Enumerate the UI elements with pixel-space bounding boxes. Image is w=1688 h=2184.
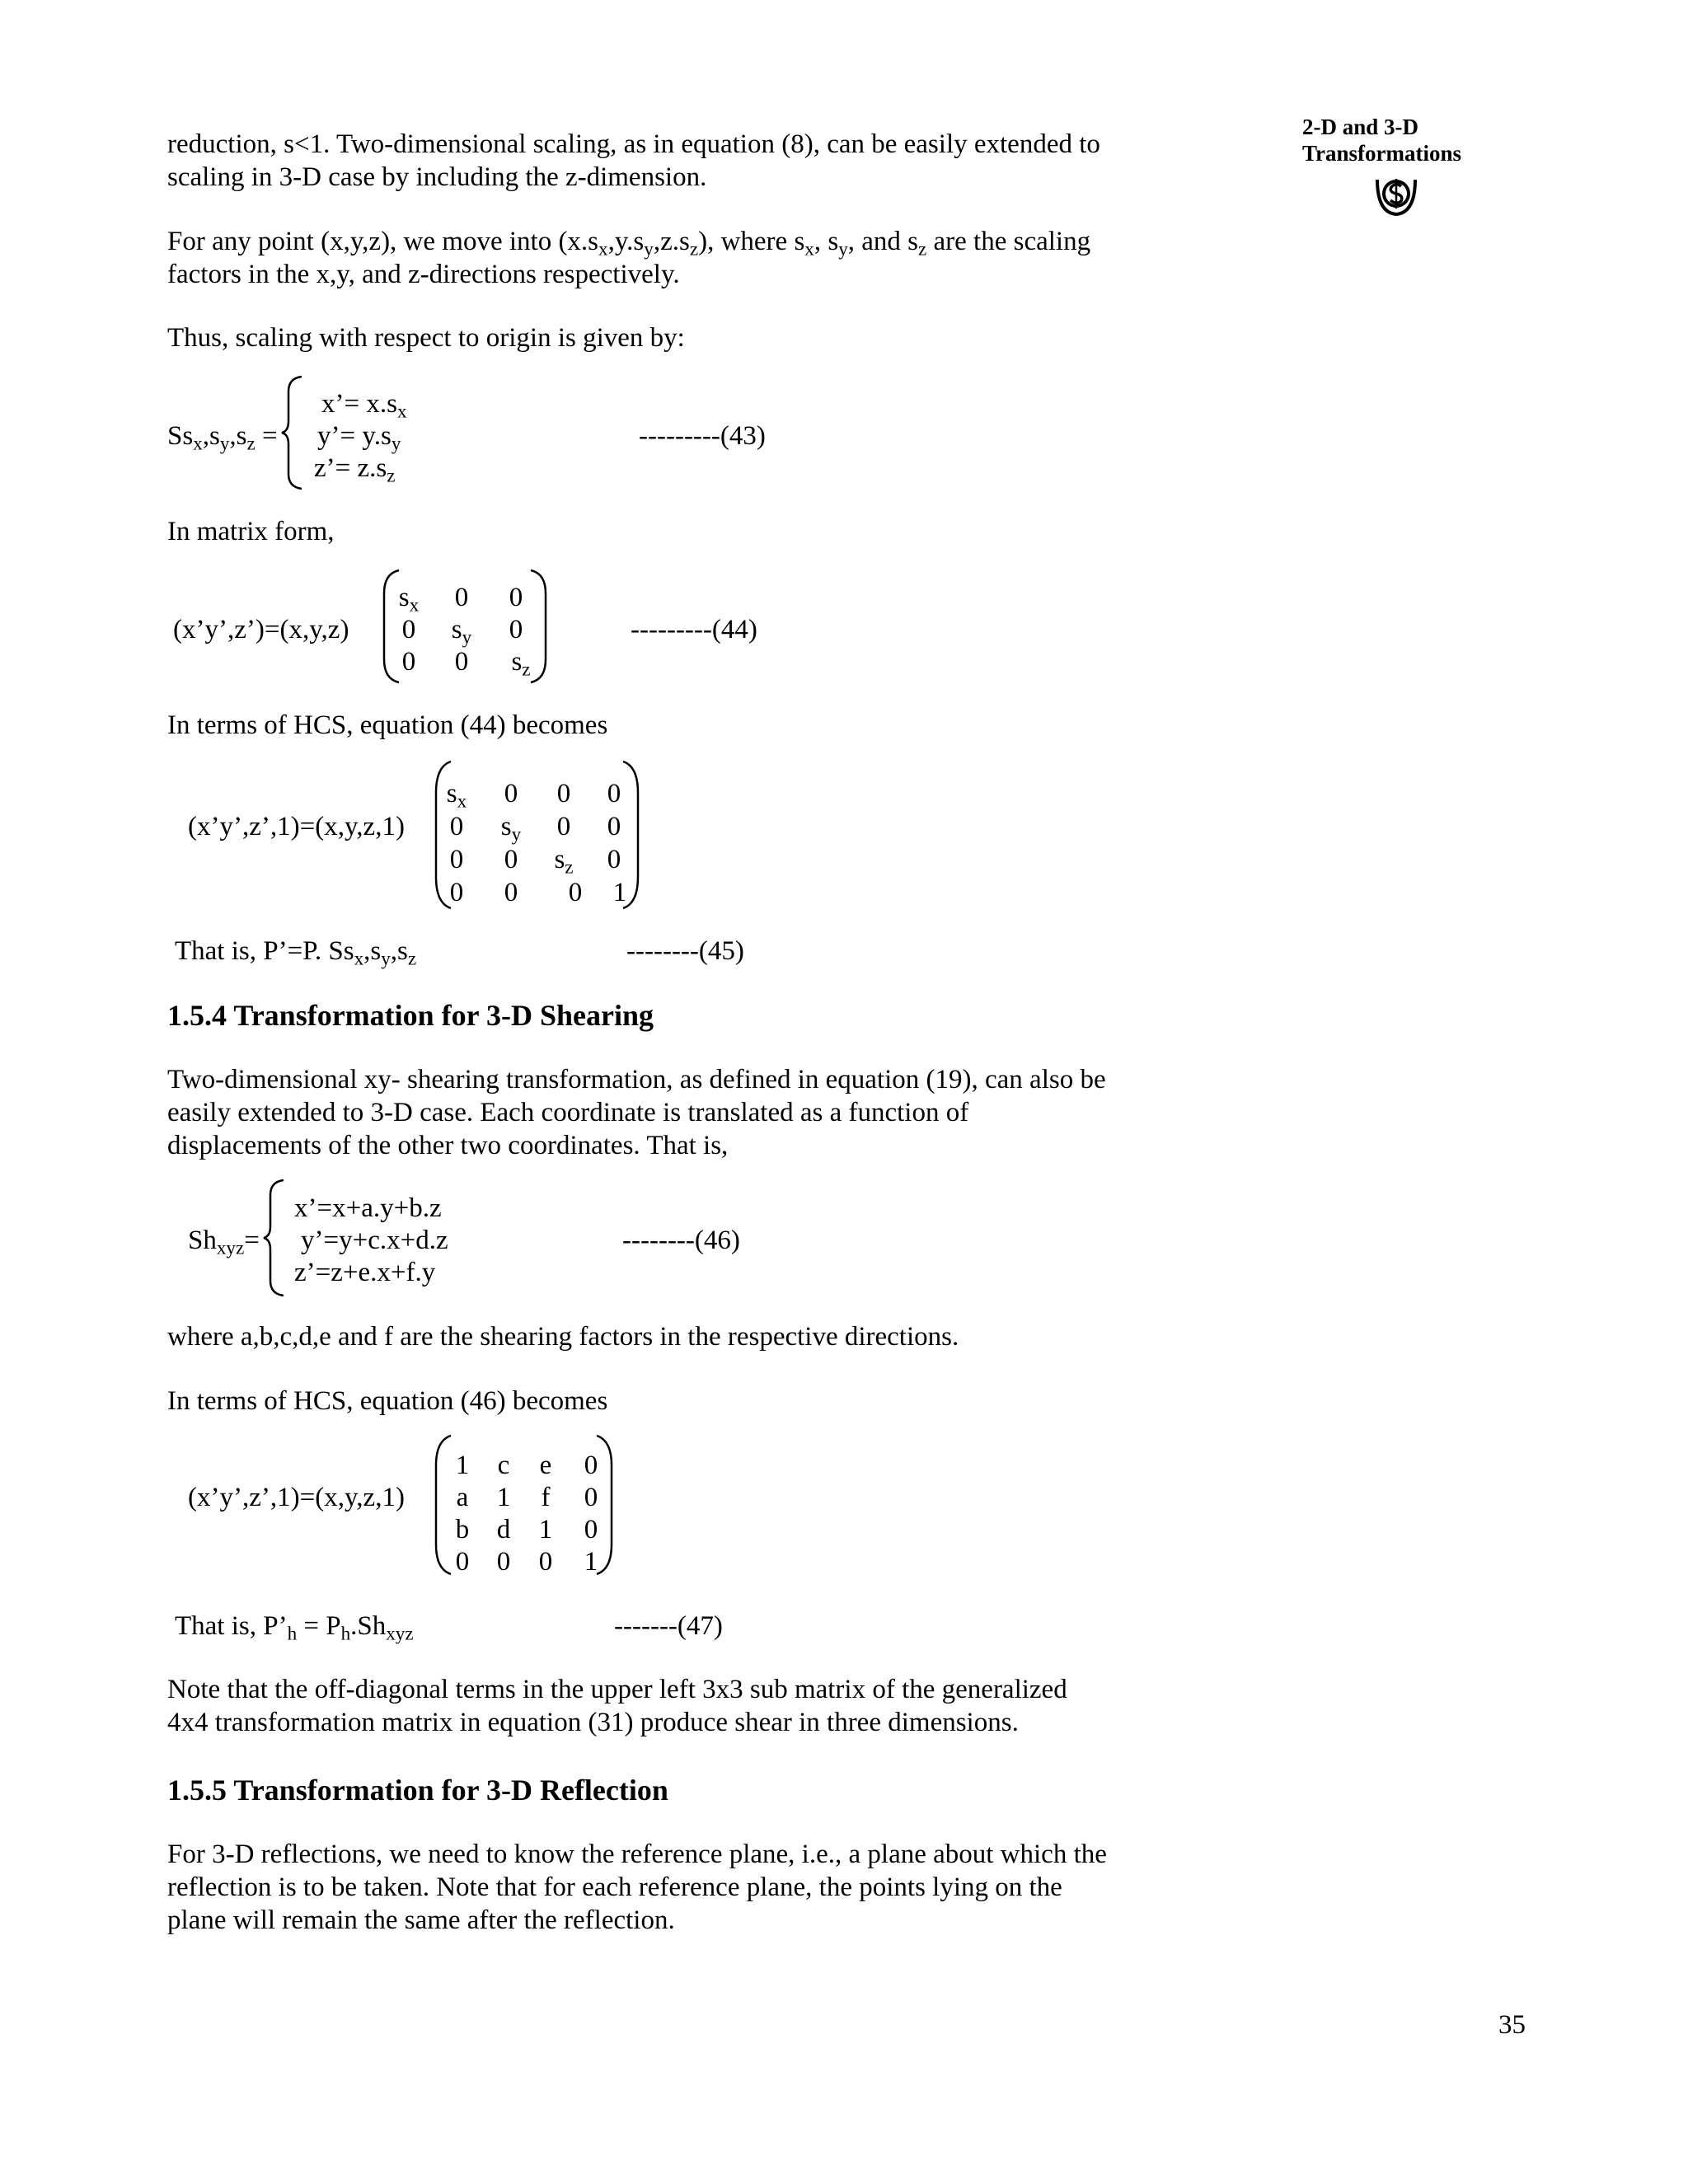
paragraph-matrix-form: In matrix form, (167, 517, 335, 546)
text-line: Two-dimensional xy- shearing transformation, as defined in equation (19), can also be (167, 1065, 1106, 1094)
matrix-cell: a (456, 1483, 469, 1512)
matrix-cell: 0 (538, 1547, 553, 1577)
matrix-cell: 0 (454, 647, 469, 677)
eq46-row-1: x’=x+a.y+b.z (294, 1193, 442, 1223)
text-line: reflection is to be taken. Note that for each reference plane, the points lying on the (167, 1872, 1062, 1902)
eq43-row-1: x’= $x.s_x$ (321, 389, 407, 422)
matrix-cell: d (496, 1515, 511, 1544)
matrix-cell: c (497, 1451, 510, 1480)
matrix-cell: 0 (454, 583, 469, 612)
matrix-cell: 0 (509, 583, 523, 612)
matrix-cell: 0 (584, 1515, 598, 1544)
matrix-cell: 0 (401, 615, 416, 644)
matrix-cell: 0 (607, 845, 621, 874)
matrix-cell: 1 (584, 1547, 598, 1577)
eq47-text: That is, $P’_h = P_h.Sh_{xyz}$ (175, 1611, 414, 1644)
paragraph-hcs-44: In terms of HCS, equation (44) becomes (167, 710, 608, 740)
eq45-number: --------(45) (626, 936, 744, 966)
text-line: plane will remain the same after the reflection. (167, 1905, 675, 1935)
eq47-number: -------(47) (614, 1611, 723, 1641)
matrix-cell: 0 (607, 779, 621, 808)
text-line: For any point (x,y,z), we move into $(x.s_x,y.s_y,z.s_z)$, where $s_x$, $s_y$, and $s_z$ are the scaling (167, 227, 1091, 260)
matrix-cell: 1 (496, 1483, 511, 1512)
matrix-cell: 0 (568, 878, 583, 907)
matrix-cell: e (539, 1451, 552, 1480)
paragraph-shearing-factors: where a,b,c,d,e and f are the shearing factors in the respective directions. (167, 1322, 959, 1352)
text-line: reduction, s<1. Two-dimensional scaling, as in equation (8), can be easily extended to (167, 129, 1100, 159)
hcs1-lhs: (x’y’,z’,1)=(x,y,z,1) (188, 812, 405, 841)
left-brace-icon (280, 375, 305, 490)
matrix-cell: $s_z$ (554, 845, 574, 878)
paragraph-reflection-intro (167, 1838, 1181, 1937)
matrix-cell: 0 (496, 1547, 511, 1577)
running-header (1302, 114, 1461, 166)
paragraph-off-diagonal (167, 1673, 1181, 1739)
page-number: 35 (1498, 2010, 1526, 2040)
eq43-row-2: y’= $y.s_y$ (317, 421, 401, 454)
matrix-cell: $s_y$ (500, 812, 522, 845)
paragraph-hcs-46: In terms of HCS, equation (46) becomes (167, 1386, 608, 1416)
matrix-cell: $s_x$ (446, 779, 467, 812)
section-heading-reflection: 1.5.5 Transformation for 3-D Reflection (167, 1774, 668, 1807)
matrix-cell: 0 (504, 845, 518, 874)
text-line: easily extended to 3-D case. Each coordinate is translated as a function of (167, 1098, 969, 1127)
eq46-lhs: $Sh_{xyz}=$ (188, 1226, 260, 1258)
matrix-cell: 1 (612, 878, 627, 907)
matrix-cell: 1 (538, 1515, 553, 1544)
matrix-cell: 0 (607, 812, 621, 841)
paragraph-shearing-intro (167, 1063, 1181, 1162)
text-line: For 3-D reflections, we need to know the reference plane, i.e., a plane about which the (167, 1840, 1107, 1869)
section-heading-shearing: 1.5.4 Transformation for 3-D Shearing (167, 999, 654, 1032)
matrix-cell: 0 (449, 845, 464, 874)
paragraph-scaling-origin: Thus, scaling with respect to origin is given by: (167, 323, 685, 353)
header-line-2: Transformations (1302, 141, 1461, 166)
matrix-cell: 0 (556, 812, 571, 841)
matrix-cell: f (541, 1483, 551, 1512)
matrix-cell: 0 (584, 1483, 598, 1512)
matrix-cell: 0 (449, 878, 464, 907)
matrix-cell: 0 (509, 615, 523, 644)
eq43-row-3: z’= $z.s_z$ (314, 453, 396, 486)
eq46-row-3: z’=z+e.x+f.y (294, 1258, 436, 1287)
paragraph-scaling-intro (167, 128, 1181, 194)
text-line: Note that the off-diagonal terms in the upper left 3x3 sub matrix of the generalized (167, 1675, 1067, 1704)
eq46-number: --------(46) (622, 1226, 740, 1255)
eq44-lhs: (x’y’,z’)=(x,y,z) (173, 615, 349, 644)
matrix-cell: 1 (455, 1451, 470, 1480)
eq45-text: That is, P’=P. $Ss_x,s_y,s_z$ (175, 936, 417, 969)
eq44-number: ---------(44) (631, 615, 757, 644)
eq46-row-2: y’=y+c.x+d.z (301, 1226, 448, 1255)
matrix-cell: 0 (504, 878, 518, 907)
text-line: displacements of the other two coordinates. That is, (167, 1131, 729, 1160)
matrix-cell: 0 (401, 647, 416, 677)
text-line: 4x4 transformation matrix in equation (31) produce shear in three dimensions. (167, 1708, 1019, 1737)
matrix-cell: 0 (455, 1547, 470, 1577)
eq43-number: ---------(43) (639, 421, 766, 451)
eq43-lhs: $Ss_x,s_y,s_z$ = (167, 421, 278, 454)
text-line: factors in the x,y, and z-directions respectively. (167, 260, 680, 289)
header-line-1: 2-D and 3-D (1302, 115, 1419, 139)
paragraph-scaling-point (167, 225, 1181, 291)
matrix-cell: $s_z$ (511, 647, 531, 680)
text-line: scaling in 3-D case by including the z-dimension. (167, 162, 707, 192)
left-brace-icon (262, 1179, 287, 1297)
university-logo-icon (1372, 171, 1420, 219)
matrix-cell: $s_x$ (398, 583, 420, 616)
matrix-cell: 0 (449, 812, 464, 841)
matrix-cell: b (455, 1515, 470, 1544)
matrix-cell: 0 (504, 779, 518, 808)
matrix-cell: $s_y$ (451, 615, 472, 648)
matrix-cell: 0 (584, 1451, 598, 1480)
hcs2-lhs: (x’y’,z’,1)=(x,y,z,1) (188, 1483, 405, 1512)
matrix-cell: 0 (556, 779, 571, 808)
